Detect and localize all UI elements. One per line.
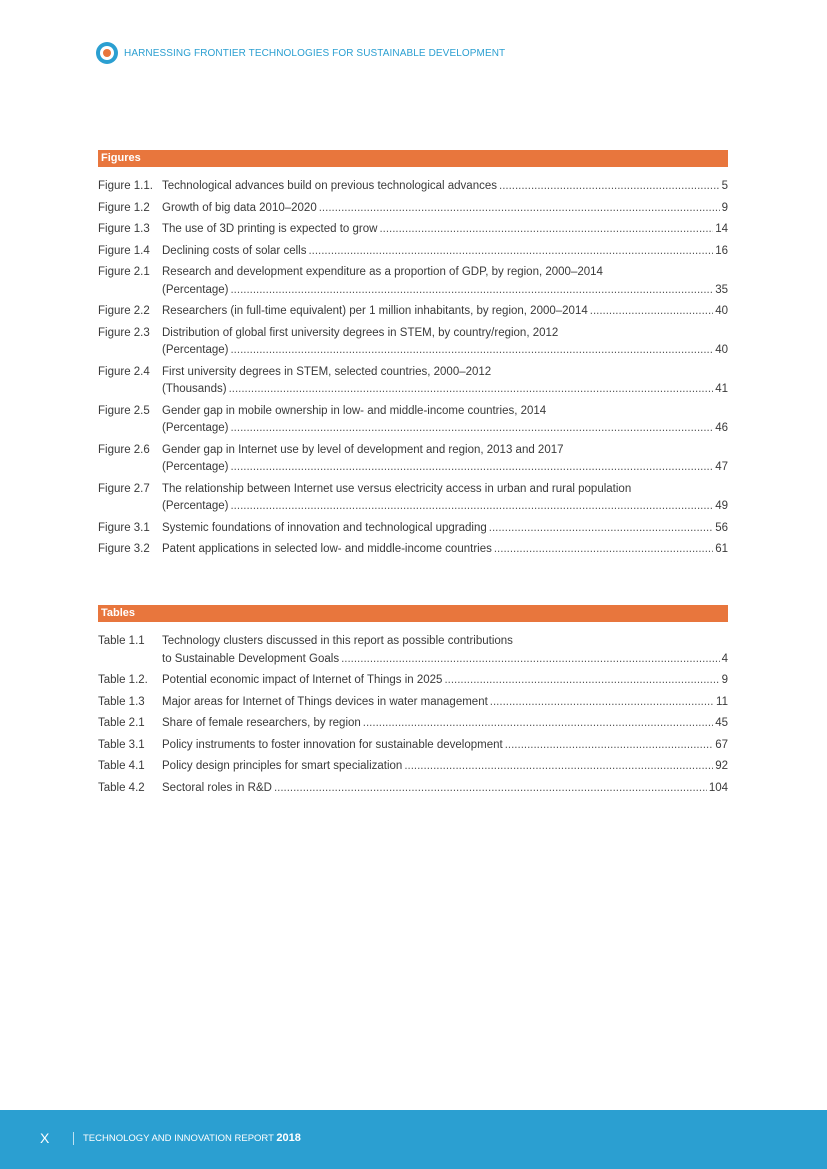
figure-label: Figure 3.1 xyxy=(98,521,150,534)
running-header xyxy=(96,42,505,64)
table-title-line xyxy=(162,633,728,651)
table-page-number: 4 xyxy=(721,652,728,665)
table-title-text: Share of female researchers, by region xyxy=(162,717,361,729)
figure-title-text: (Percentage) xyxy=(162,461,229,473)
table-label: Table 4.2 xyxy=(98,781,145,794)
table-title-line xyxy=(162,651,728,669)
figure-label: Figure 2.5 xyxy=(98,404,150,417)
figure-label: Figure 1.3 xyxy=(98,223,150,235)
dot-leader xyxy=(444,672,719,690)
table-title-block xyxy=(162,780,728,798)
table-page-number: 104 xyxy=(708,781,728,794)
figure-entry[interactable] xyxy=(98,520,728,538)
figure-entry[interactable] xyxy=(98,221,728,239)
table-entry[interactable] xyxy=(98,715,728,733)
figure-title-block xyxy=(162,364,728,399)
table-label: Table 4.1 xyxy=(98,760,145,772)
figure-label: Figure 2.7 xyxy=(98,482,150,495)
figure-title-text: The use of 3D printing is expected to grow xyxy=(162,223,378,235)
figure-entry[interactable] xyxy=(98,303,728,321)
table-label: Table 3.1 xyxy=(98,738,145,751)
footer-divider xyxy=(73,1132,74,1145)
table-label: Table 1.3 xyxy=(98,695,145,708)
header-title: HARNESSING FRONTIER TECHNOLOGIES FOR SUSTAINABLE DEVELOPMENT xyxy=(124,47,506,59)
figure-page-number: 14 xyxy=(715,223,728,235)
figure-entry[interactable] xyxy=(98,541,728,559)
footer-report-title xyxy=(83,1132,301,1144)
figure-title-block xyxy=(162,541,728,559)
figure-title-line xyxy=(162,541,728,559)
table-label: Table 1.2. xyxy=(98,674,148,686)
figures-list xyxy=(98,178,728,563)
figure-entry[interactable] xyxy=(98,200,728,218)
table-page-number: 67 xyxy=(715,738,728,751)
figure-title-line xyxy=(162,481,728,499)
figure-title-line xyxy=(162,264,728,282)
figure-title-text: Patent applications in selected low- and middle-income countries xyxy=(162,543,492,555)
table-page-number: 45 xyxy=(715,717,728,729)
table-title-text: Potential economic impact of Internet of Things in 2025 xyxy=(162,674,443,686)
figure-title-text: Distribution of global first university degrees in STEM, by country/region, 2012 xyxy=(162,326,559,339)
figure-entry[interactable] xyxy=(98,442,728,477)
dot-leader xyxy=(590,303,713,321)
figure-title-line xyxy=(162,325,728,343)
dot-leader xyxy=(230,498,713,516)
figure-entry[interactable] xyxy=(98,178,728,196)
figure-title-text: (Percentage) xyxy=(162,344,229,356)
figure-entry[interactable] xyxy=(98,481,728,516)
table-page-number: 11 xyxy=(716,695,728,708)
footer-report-name: TECHNOLOGY AND INNOVATION REPORT xyxy=(83,1133,274,1144)
figure-entry[interactable] xyxy=(98,364,728,399)
figure-title-text: (Thousands) xyxy=(162,383,227,395)
table-title-line xyxy=(162,672,728,690)
figure-entry[interactable] xyxy=(98,403,728,438)
dot-leader xyxy=(494,541,713,559)
figure-page-number: 5 xyxy=(721,180,728,192)
table-title-line xyxy=(162,694,728,712)
figure-title-text: Technological advances build on previous technological advances xyxy=(162,180,497,192)
table-title-line xyxy=(162,737,728,755)
figure-title-line xyxy=(162,498,728,516)
figure-title-block xyxy=(162,243,728,261)
figure-label: Figure 3.2 xyxy=(98,543,150,555)
figure-entry[interactable] xyxy=(98,325,728,360)
figure-title-text: Research and development expenditure as a proportion of GDP, by region, 2000–2014 xyxy=(162,266,603,278)
figure-page-number: 56 xyxy=(715,521,728,534)
figure-title-text: First university degrees in STEM, selected countries, 2000–2012 xyxy=(162,365,492,378)
figure-page-number: 9 xyxy=(721,201,728,214)
target-logo-icon xyxy=(96,42,118,64)
figure-title-text: Gender gap in mobile ownership in low- and middle-income countries, 2014 xyxy=(162,404,547,417)
figure-page-number: 46 xyxy=(715,422,728,434)
dot-leader xyxy=(308,243,713,261)
dot-leader xyxy=(230,459,713,477)
figure-title-block xyxy=(162,442,728,477)
dot-leader xyxy=(230,342,713,360)
figure-label: Figure 2.4 xyxy=(98,365,150,378)
table-title-block xyxy=(162,737,728,755)
figure-title-text: (Percentage) xyxy=(162,500,229,512)
table-title-text: Major areas for Internet of Things devices in water management xyxy=(162,695,488,708)
table-title-block xyxy=(162,758,728,776)
figure-label: Figure 1.1. xyxy=(98,180,153,192)
figure-title-text: The relationship between Internet use versus electricity access in urban and rural population xyxy=(162,482,632,495)
figure-label: Figure 1.2 xyxy=(98,201,150,214)
dot-leader xyxy=(319,200,720,218)
figure-title-block xyxy=(162,200,728,218)
figure-title-text: (Percentage) xyxy=(162,422,229,434)
dot-leader xyxy=(230,282,713,300)
figure-label: Figure 1.4 xyxy=(98,244,150,257)
table-title-text: to Sustainable Development Goals xyxy=(162,652,340,665)
figure-title-line xyxy=(162,381,728,399)
footer-report-year: 2018 xyxy=(276,1132,301,1144)
figure-title-line xyxy=(162,221,728,239)
table-title-block xyxy=(162,694,728,712)
figure-title-line xyxy=(162,200,728,218)
dot-leader xyxy=(379,221,713,239)
dot-leader xyxy=(230,420,713,438)
figure-page-number: 49 xyxy=(715,500,728,512)
figure-page-number: 35 xyxy=(715,283,728,296)
figure-title-line xyxy=(162,520,728,538)
figure-page-number: 40 xyxy=(715,344,728,356)
figure-title-text: Growth of big data 2010–2020 xyxy=(162,201,317,214)
figure-title-line xyxy=(162,303,728,321)
figure-page-number: 40 xyxy=(715,305,728,317)
figure-title-text: Researchers (in full-time equivalent) per 1 million inhabitants, by region, 2000–2014 xyxy=(162,305,588,317)
dot-leader xyxy=(404,758,713,776)
tables-heading: Tables xyxy=(98,605,728,622)
table-entry[interactable] xyxy=(98,758,728,776)
table-label: Table 1.1 xyxy=(98,635,145,647)
table-title-line xyxy=(162,758,728,776)
footer-bar xyxy=(0,1110,827,1169)
figure-title-line xyxy=(162,420,728,438)
figure-title-line xyxy=(162,178,728,196)
dot-leader xyxy=(505,737,713,755)
figure-title-line xyxy=(162,364,728,382)
figures-heading: Figures xyxy=(98,150,728,167)
figure-title-block xyxy=(162,520,728,538)
figure-title-block xyxy=(162,481,728,516)
figure-title-block xyxy=(162,221,728,239)
figure-title-line xyxy=(162,459,728,477)
tables-list xyxy=(98,633,728,801)
figure-title-line xyxy=(162,442,728,460)
figure-entry[interactable] xyxy=(98,264,728,299)
figure-title-line xyxy=(162,342,728,360)
dot-leader xyxy=(229,381,714,399)
table-title-block xyxy=(162,715,728,733)
table-entry[interactable] xyxy=(98,633,728,668)
dot-leader xyxy=(499,178,720,196)
table-title-text: Technology clusters discussed in this report as possible contributions xyxy=(162,635,513,647)
figure-entry[interactable] xyxy=(98,243,728,261)
figure-label: Figure 2.1 xyxy=(98,266,150,278)
dot-leader xyxy=(341,651,720,669)
figure-page-number: 16 xyxy=(715,244,728,257)
footer-page-number: X xyxy=(40,1130,50,1146)
figure-page-number: 41 xyxy=(715,383,728,395)
figure-title-block xyxy=(162,178,728,196)
figure-title-block xyxy=(162,403,728,438)
figure-title-line xyxy=(162,403,728,421)
table-label: Table 2.1 xyxy=(98,717,145,729)
table-title-block xyxy=(162,672,728,690)
table-title-line xyxy=(162,715,728,733)
table-title-text: Sectoral roles in R&D xyxy=(162,781,272,794)
figure-title-text: (Percentage) xyxy=(162,283,229,296)
figure-title-line xyxy=(162,282,728,300)
figure-title-block xyxy=(162,325,728,360)
figure-title-text: Systemic foundations of innovation and technological upgrading xyxy=(162,521,487,534)
table-title-block xyxy=(162,633,728,668)
figure-title-text: Declining costs of solar cells xyxy=(162,244,307,257)
figure-title-block xyxy=(162,264,728,299)
table-page-number: 92 xyxy=(715,760,728,772)
table-entry[interactable] xyxy=(98,672,728,690)
dot-leader xyxy=(490,694,714,712)
table-title-text: Policy instruments to foster innovation for sustainable development xyxy=(162,738,503,751)
figure-title-line xyxy=(162,243,728,261)
figure-title-block xyxy=(162,303,728,321)
table-entry[interactable] xyxy=(98,780,728,798)
figure-page-number: 47 xyxy=(715,461,728,473)
dot-leader xyxy=(363,715,713,733)
figure-title-text: Gender gap in Internet use by level of development and region, 2013 and 2017 xyxy=(162,443,564,456)
table-entry[interactable] xyxy=(98,737,728,755)
figure-page-number: 61 xyxy=(715,543,728,555)
table-title-text: Policy design principles for smart specialization xyxy=(162,760,403,772)
table-entry[interactable] xyxy=(98,694,728,712)
figure-label: Figure 2.6 xyxy=(98,443,150,456)
dot-leader xyxy=(489,520,713,538)
table-page-number: 9 xyxy=(721,674,728,686)
figure-label: Figure 2.2 xyxy=(98,305,150,317)
table-title-line xyxy=(162,780,728,798)
figure-label: Figure 2.3 xyxy=(98,326,150,339)
dot-leader xyxy=(274,780,707,798)
